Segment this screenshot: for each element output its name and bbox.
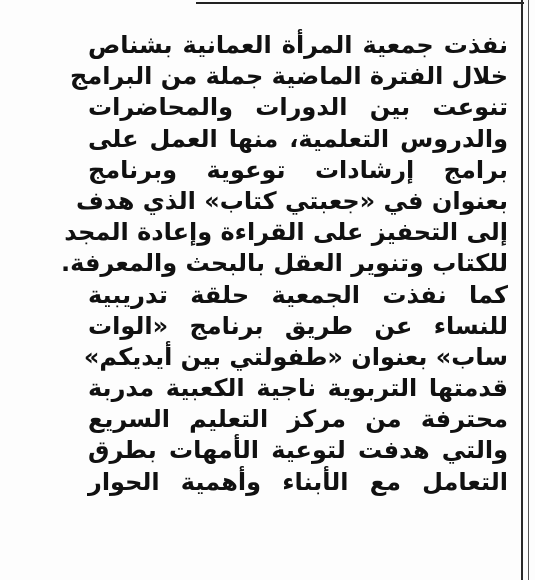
article-line: محترفة من مركز التعليم السريع [88, 405, 508, 434]
article-line: والتي هدفت لتوعية الأمهات بطرق [88, 436, 508, 465]
article-line: قدمتها التربوية ناجية الكعبية مدربة [88, 374, 508, 403]
article-line: للنساء عن طريق برنامج «الوات [88, 311, 508, 340]
article-line: للكتاب وتنوير العقل بالبحث والمعرفة. [61, 249, 508, 278]
article-line: تنوعت بين الدورات والمحاضرات [88, 93, 508, 122]
article-line: والدروس التعلمية، منها العمل على [88, 124, 508, 153]
article-body [61, 30, 508, 498]
article-line: بعنوان في «جعبتي كتاب» الذي هدف [76, 186, 508, 215]
column-divider [521, 0, 523, 580]
article-line: إلى التحفيز على القراءة وإعادة المجد [64, 218, 508, 247]
article-line: ساب» بعنوان «طفولتي بين أيديكم» [83, 342, 508, 371]
article-line: خلال الفترة الماضية جملة من البرامج [70, 62, 508, 91]
top-divider [196, 2, 524, 4]
article-line: برامج إرشادات توعوية وبرنامج [88, 155, 508, 184]
article-line: نفذت جمعية المرأة العمانية بشناص [88, 31, 508, 59]
article-line: التعامل مع الأبناء وأهمية الحوار [88, 467, 508, 496]
column-divider-secondary [528, 0, 529, 580]
article-line: كما نفذت الجمعية حلقة تدريبية [88, 280, 508, 309]
